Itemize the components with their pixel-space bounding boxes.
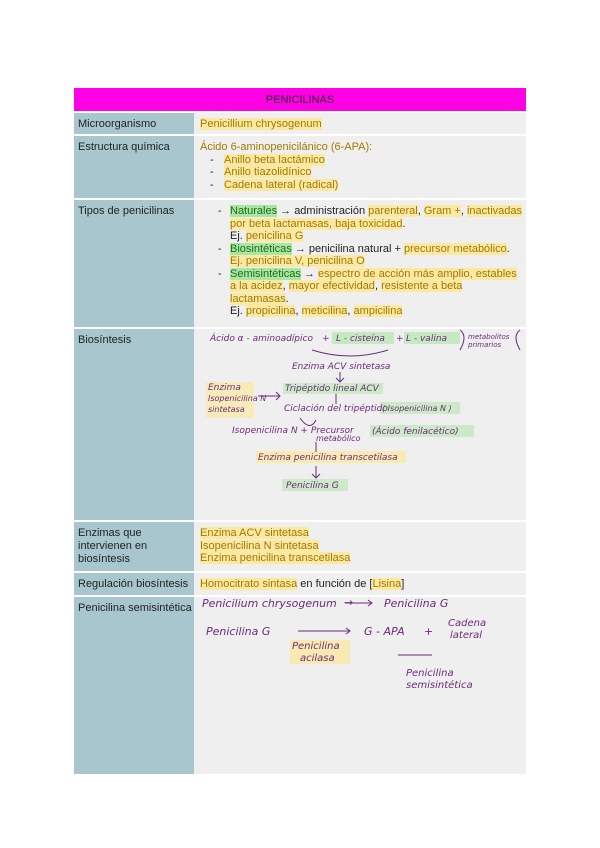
hw-metabolitos: metabolitos primarios: [468, 333, 510, 349]
estructura-head: Ácido 6-aminopenicilánico (6-APA):: [200, 141, 373, 153]
hw-g-apa: G - APA: [364, 625, 405, 638]
hw-cisteina: L - cisteína: [336, 334, 385, 344]
hw-ciclacion: Ciclación del tripéptido: [284, 404, 388, 414]
hw-semisintetica: semisintética: [406, 680, 473, 691]
enzima-item: Enzima ACV sintetasa: [200, 527, 309, 539]
enzima-item: Isopenicilina N sintetasa: [200, 539, 319, 552]
hw-penicilina-acilasa: Penicilina: [292, 641, 340, 652]
hw-arrow: →: [344, 596, 354, 609]
enzima-item: Enzima penicilina transcetilasa: [200, 552, 351, 564]
hw-acido-aminoadipico: Ácido α - aminoadípico: [210, 334, 313, 344]
value-regulacion: Homocitrato sintasa en función de [Lisina]: [194, 573, 526, 595]
hw-penicilina-g: Penicilina G: [286, 481, 339, 491]
hw-enzima-acv: Enzima ACV sintetasa: [292, 362, 391, 372]
label-microorganismo: Microorganismo: [74, 113, 194, 134]
tipo-semisinteticas: - Semisintéticas → espectro de acción más amplio, estables a la acidez, mayor efectividad, resistente a beta lactamasas.: [200, 268, 522, 306]
hw-plus: +: [396, 334, 404, 344]
hw-valina: L - valina: [406, 334, 448, 344]
naturales-ejemplo: Ej. penicilina G: [230, 230, 304, 242]
semisinteticas-ejemplo: Ej. propicilina, meticilina, ampicilina: [230, 305, 403, 317]
tipo-biosinteticas: - Biosintéticas → penicilina natural + precursor metabólico.: [200, 243, 522, 256]
list-item: - Anillo tiazolidínico: [200, 166, 522, 179]
list-item: - Cadena lateral (radical): [200, 179, 522, 192]
hw-sintetasa: sintetasa: [208, 405, 245, 414]
hw-lateral: lateral: [450, 630, 482, 641]
list-item: - Anillo beta lactámico: [200, 154, 522, 167]
hw-plus-2: +: [424, 625, 434, 638]
hw-cadena: Cadena: [448, 618, 487, 629]
label-regulacion: Regulación biosíntesis: [74, 573, 194, 595]
label-enzimas: Enzimas que intervienen en biosíntesis: [74, 522, 194, 571]
table-title: PENICILINAS: [74, 88, 526, 111]
label-semisintetica: Penicilina semisintética: [74, 597, 194, 774]
hw-tripeptido: Tripéptido lineal ACV: [285, 384, 379, 394]
hw-penicilina-g-2: Penicilina G: [384, 597, 449, 610]
hw-metabolico: metabólico: [316, 434, 361, 443]
label-tipos: Tipos de penicilinas: [74, 200, 194, 327]
tipo-naturales: - Naturales → administración parenteral, Gram +, inactivadas por beta lactamasas, baja toxicidad.: [200, 205, 522, 230]
hw-acilasa: acilasa: [300, 653, 335, 664]
hw-iso-precursor: Isopenicilina N + Precursor: [232, 426, 354, 436]
hw-enzima-transcetilasa: Enzima penicilina transcetilasa: [258, 453, 398, 463]
hw-penicilina-semi: Penicilina: [406, 668, 454, 679]
biosinteticas-ejemplo: Ej. penicilina V, penicilina O: [230, 255, 365, 267]
hw-penicilina-g-3: Penicilina G: [206, 625, 271, 638]
hw-plus: +: [322, 334, 330, 344]
label-estructura: Estructura química: [74, 136, 194, 198]
hw-isopenicilina-n: ( Isopenicilina N ): [382, 404, 452, 413]
label-biosintesis: Biosíntesis: [74, 329, 194, 520]
hw-isopenicilina: Isopenicilina N: [208, 394, 267, 403]
hw-enzima: Enzima: [208, 383, 241, 393]
microorganismo-name: Penicillium chrysogenum: [200, 118, 322, 130]
hw-penicilium: Penicilium chrysogenum: [202, 597, 337, 610]
hw-acido-fenilacetico: (Ácido fenilacético): [372, 427, 459, 437]
